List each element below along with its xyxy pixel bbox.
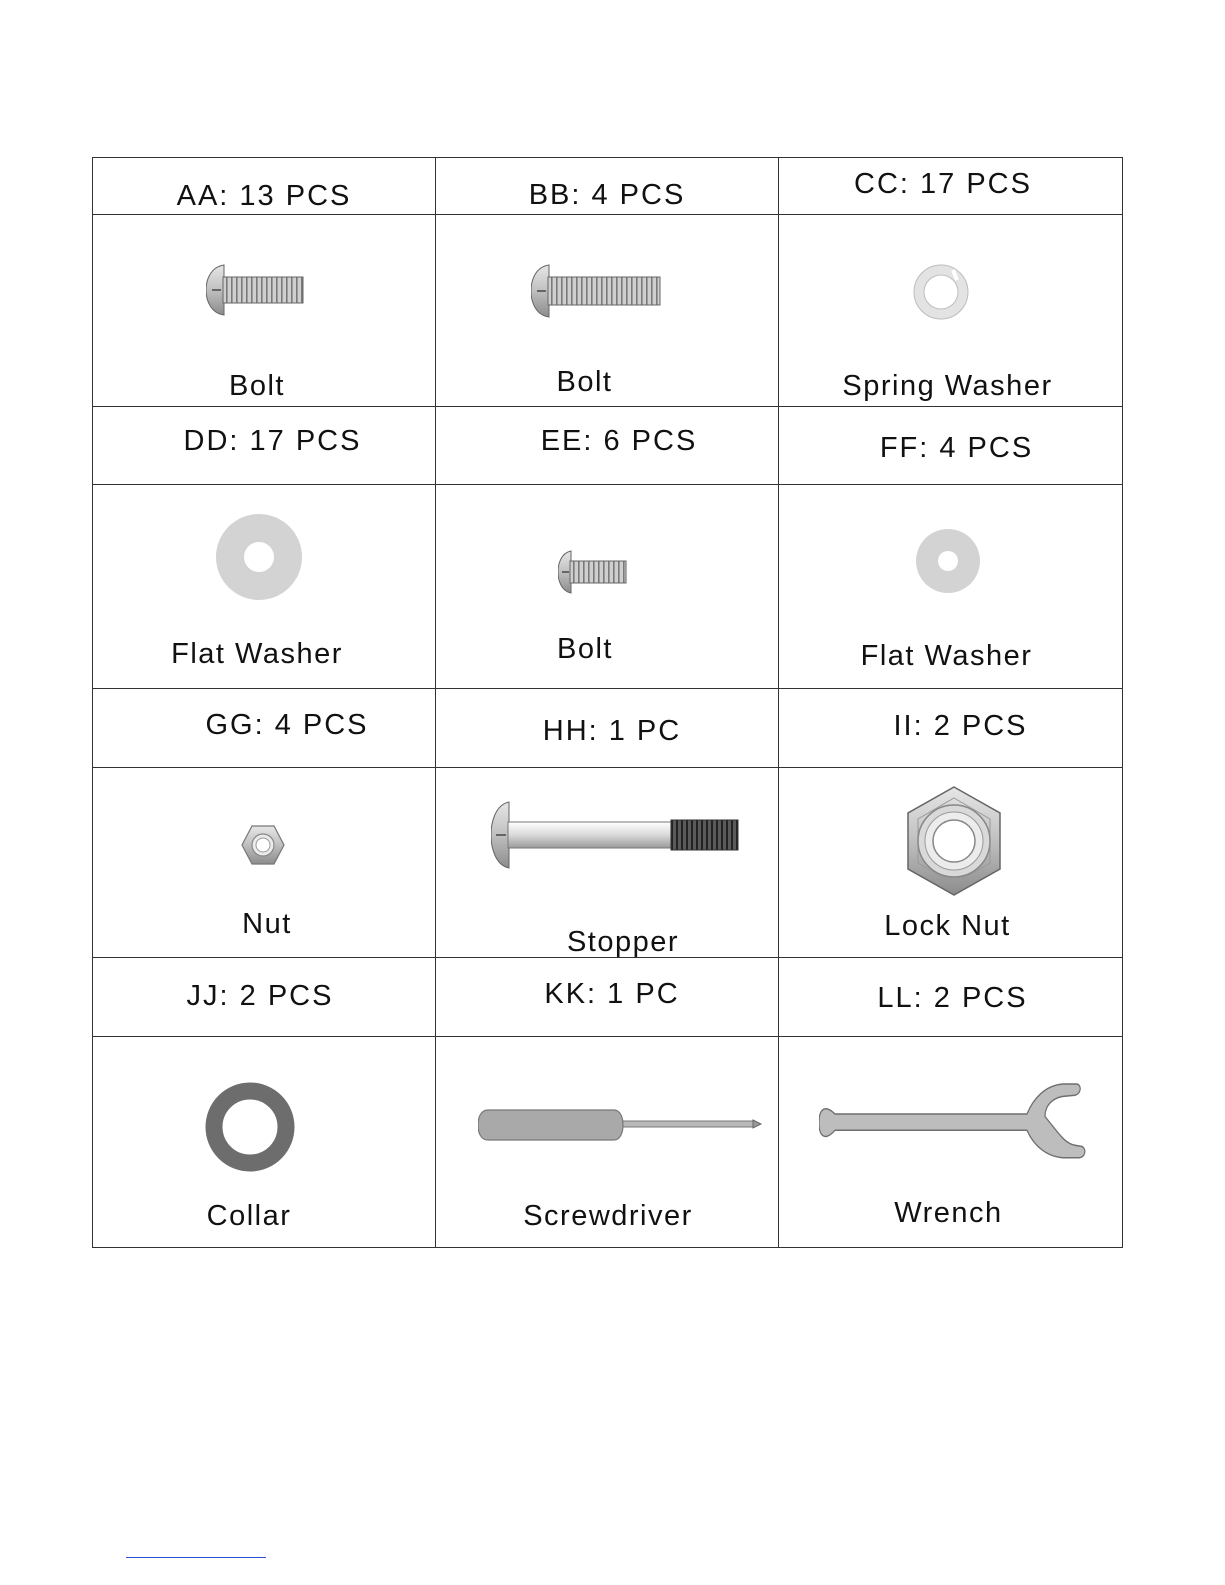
- part-image-cell: [93, 768, 436, 958]
- part-quantity-aa: AA: 13 PCS: [176, 180, 352, 212]
- bolt-icon: [558, 547, 628, 601]
- table-row: [93, 407, 1123, 485]
- part-image-cell: [93, 1037, 436, 1248]
- part-header-cell: [436, 689, 779, 768]
- part-image-cell: [779, 215, 1123, 407]
- part-image-cell: [436, 485, 779, 689]
- table-row: [93, 1037, 1123, 1248]
- part-name-cc: Spring Washer: [842, 370, 1053, 402]
- table-row: [93, 689, 1123, 768]
- footer-underline: [126, 1557, 266, 1558]
- part-header-cell: [93, 958, 436, 1037]
- part-quantity-hh: HH: 1 PC: [542, 715, 682, 747]
- part-image-cell: [436, 1037, 779, 1248]
- part-header-cell: [779, 689, 1123, 768]
- part-image-cell: [436, 215, 779, 407]
- table-row: [93, 158, 1123, 215]
- part-name-dd: Flat Washer: [171, 638, 343, 670]
- hardware-parts-table: [92, 157, 1123, 1248]
- wrench-icon: [819, 1073, 1089, 1163]
- flat-washer-icon: [214, 512, 304, 602]
- part-image-cell: [779, 1037, 1123, 1248]
- part-image-cell: [779, 768, 1123, 958]
- part-image-cell: [93, 215, 436, 407]
- part-quantity-cc: CC: 17 PCS: [854, 168, 1032, 200]
- flat-washer-icon: [915, 528, 981, 594]
- nut-icon: [241, 823, 285, 867]
- part-name-jj: Collar: [206, 1200, 292, 1232]
- part-name-kk: Screwdriver: [523, 1200, 693, 1232]
- table-row: [93, 485, 1123, 689]
- part-name-ff: Flat Washer: [860, 640, 1033, 672]
- part-name-hh: Stopper: [566, 926, 680, 958]
- part-header-cell: [436, 958, 779, 1037]
- part-name-ee: Bolt: [557, 633, 613, 665]
- table-row: [93, 768, 1123, 958]
- part-header-cell: [779, 158, 1123, 215]
- part-name-bb: Bolt: [556, 366, 613, 398]
- part-name-ll: Wrench: [894, 1197, 1003, 1229]
- part-image-cell: [436, 768, 779, 958]
- part-quantity-gg: GG: 4 PCS: [205, 709, 369, 741]
- bolt-icon: [531, 257, 663, 325]
- part-quantity-ff: FF: 4 PCS: [879, 432, 1034, 464]
- spring-washer-icon: [911, 262, 971, 322]
- part-header-cell: [436, 407, 779, 485]
- part-name-aa: Bolt: [229, 370, 285, 402]
- bolt-icon: [206, 257, 306, 323]
- part-image-cell: [779, 485, 1123, 689]
- part-image-cell: [93, 485, 436, 689]
- part-header-cell: [779, 958, 1123, 1037]
- part-name-ii: Lock Nut: [884, 910, 1011, 942]
- part-quantity-bb: BB: 4 PCS: [528, 179, 686, 211]
- stopper-icon: [491, 798, 751, 876]
- screwdriver-icon: [478, 1107, 764, 1147]
- part-header-cell: [93, 158, 436, 215]
- part-header-cell: [779, 407, 1123, 485]
- table-row: [93, 215, 1123, 407]
- collar-icon: [204, 1081, 296, 1173]
- part-quantity-jj: JJ: 2 PCS: [186, 980, 334, 1012]
- part-name-gg: Nut: [242, 908, 292, 940]
- lock-nut-icon: [904, 784, 1004, 898]
- part-quantity-dd: DD: 17 PCS: [183, 425, 362, 457]
- part-quantity-ee: EE: 6 PCS: [540, 425, 698, 457]
- part-header-cell: [93, 689, 436, 768]
- part-header-cell: [436, 158, 779, 215]
- table-row: [93, 958, 1123, 1037]
- part-header-cell: [93, 407, 436, 485]
- part-quantity-ll: LL: 2 PCS: [877, 982, 1028, 1014]
- part-quantity-kk: KK: 1 PC: [544, 978, 680, 1010]
- part-quantity-ii: II: 2 PCS: [893, 710, 1028, 742]
